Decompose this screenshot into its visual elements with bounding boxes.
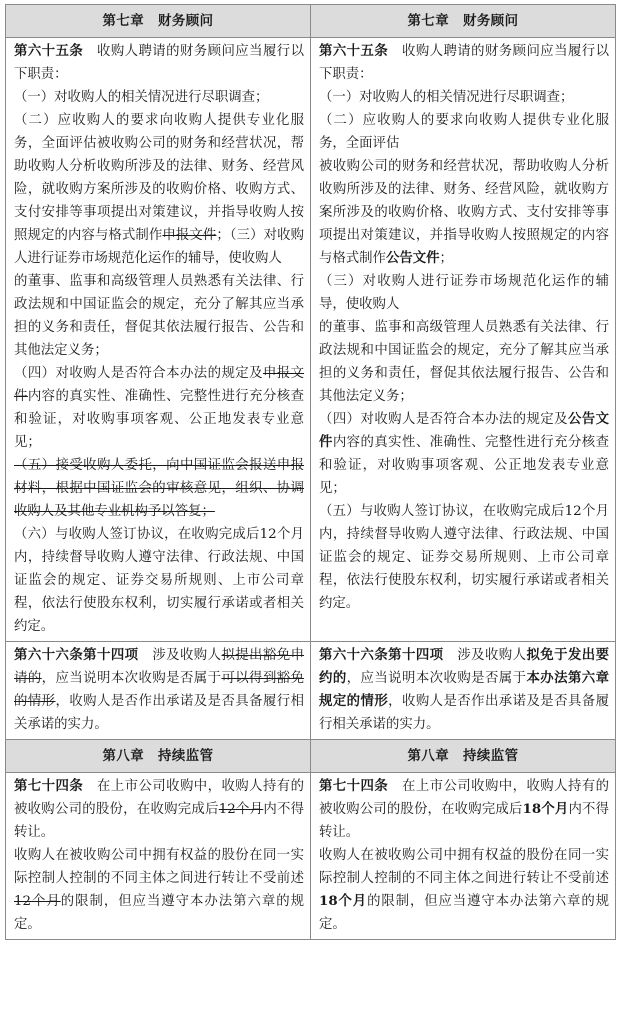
clause-paragraph: [14, 40, 304, 86]
added-text: 拟免于发出要约的: [319, 647, 610, 686]
clause-text: 内不得转让。: [14, 802, 304, 840]
clause-paragraph: [14, 109, 304, 270]
article-number: 第七十四条: [319, 778, 389, 794]
clause-paragraph: [319, 270, 609, 316]
deleted-text: 拟提出豁免申请的: [14, 648, 305, 686]
clause-paragraph: [319, 644, 609, 736]
article-74-new: [311, 773, 616, 940]
clause-paragraph: [14, 454, 304, 523]
clause-text: 在上市公司收购中，收购人持有的被收购公司的股份，在收购完成后: [14, 779, 305, 817]
clause-text: 内容的真实性、准确性、完整性进行充分核查和验证，对收购事项客观、公正地发表专业意见；: [14, 389, 305, 450]
clause-text: （一）对收购人的相关情况进行尽职调查；: [319, 90, 574, 105]
clause-paragraph: [319, 109, 609, 155]
clause-text: 收购人聘请的财务顾问应当履行以下职责：: [319, 44, 610, 82]
chapter-7-title-old: 第七章 财务顾问: [6, 5, 311, 38]
chapter-7-header-row: [6, 5, 616, 38]
article-number: 第六十五条: [14, 43, 84, 59]
clause-text: 收购人在被收购公司中拥有权益的股份在同一实际控制人控制的不同主体之间进行转让不受前述: [14, 848, 304, 886]
clause-text: （二）应收购人的要求向收购人提供专业化服务，全面评估: [319, 113, 609, 151]
clause-paragraph: [319, 316, 609, 408]
clause-text: ；: [439, 251, 453, 266]
clause-paragraph: [14, 270, 304, 362]
clause-text: （三）对收购人进行证券市场规范化运作的辅导，使收购人: [319, 274, 609, 312]
clause-text: 内容的真实性、准确性、完整性进行充分核查和验证，对收购事项客观、公正地发表专业意见；: [319, 435, 610, 496]
deleted-text: （五）接受收购人委托，向中国证监会报送申报材料，根据中国证监会的审核意见，组织、协调收购人及其他专业机构予以答复；: [14, 458, 304, 519]
article-number: 第七十四条: [14, 778, 84, 794]
clause-paragraph: [14, 775, 304, 844]
clause-text: （四）对收购人是否符合本办法的规定及: [14, 366, 263, 381]
deleted-text: 可以得到豁免的情形: [14, 671, 305, 709]
clause-text: （一）对收购人的相关情况进行尽职调查；: [14, 90, 269, 105]
added-text: 公告文件: [319, 411, 610, 450]
clause-text: 的董事、监事和高级管理人员熟悉有关法律、行政法规和中国证监会的规定，充分了解其应当承担的义务和责任，督促其依法履行报告、公告和其他法定义务；: [319, 320, 609, 404]
clause-text: ，收购人是否作出承诺及是否具备履行相关承诺的实力。: [319, 694, 610, 732]
clause-text: （六）与收购人签订协议，在收购完成后12个月内，持续督导收购人遵守法律、行政法规、中国证监会的规定、证券交易所规则、上市公司章程，依法行使股东权利，切实履行承诺或者相关约定。: [14, 527, 304, 634]
clause-text: 被收购公司的财务和经营状况，帮助收购人分析收购所涉及的法律、财务、经营风险，就收购方案所涉及的收购价格、收购方式、支付安排等事项提出对策建议，并指导收购人按照规定的内容与格式制作: [319, 159, 609, 266]
deleted-text: 12个月: [14, 894, 61, 909]
chapter-8-title-old: 第八章 持续监管: [6, 740, 311, 773]
deleted-text: 12个月: [218, 802, 264, 817]
comparison-table: [5, 4, 616, 940]
article-65-old: [6, 38, 311, 642]
article-66-row: [6, 642, 616, 740]
clause-text: ；（三）对收购人进行证券市场规范化运作的辅导，使收购人: [14, 228, 305, 266]
clause-paragraph: [14, 86, 304, 109]
added-text: 公告文件: [385, 250, 440, 266]
clause-text: （四）对收购人是否符合本办法的规定及: [319, 412, 568, 427]
clause-text: ，应当说明本次收购是否属于: [346, 671, 527, 686]
article-65-new: [311, 38, 616, 642]
clause-paragraph: [319, 155, 609, 270]
clause-text: 的限制，但应当遵守本办法第六章的规定。: [14, 894, 304, 932]
clause-paragraph: [14, 523, 304, 638]
clause-paragraph: [319, 86, 609, 109]
clause-paragraph: [319, 775, 609, 844]
clause-paragraph: [14, 844, 304, 936]
clause-text: 在上市公司收购中，收购人持有的被收购公司的股份，在收购完成后: [319, 779, 610, 817]
article-number: 第六十六条第十四项: [14, 647, 139, 663]
clause-paragraph: [319, 844, 609, 936]
clause-paragraph: [14, 644, 304, 736]
clause-text: 涉及收购人: [138, 648, 222, 663]
clause-text: 的限制，但应当遵守本办法第六章的规定。: [319, 894, 609, 932]
clause-text: 收购人聘请的财务顾问应当履行以下职责：: [14, 44, 305, 82]
added-text: 18个月: [522, 801, 569, 817]
clause-paragraph: [14, 362, 304, 454]
clause-text: 内不得转让。: [319, 802, 610, 840]
clause-text: ，收购人是否作出承诺及是否具备履行相关承诺的实力。: [14, 694, 305, 732]
clause-paragraph: [319, 40, 609, 86]
added-text: 本办法第六章规定的情形: [319, 670, 610, 709]
article-74-old: [6, 773, 311, 940]
clause-paragraph: [319, 500, 609, 615]
clause-paragraph: [319, 408, 609, 500]
deleted-text: 申报文件: [14, 366, 305, 404]
chapter-8-title-new: 第八章 持续监管: [311, 740, 616, 773]
article-74-row: [6, 773, 616, 940]
clause-text: （五）与收购人签订协议，在收购完成后12个月内，持续督导收购人遵守法律、行政法规、中国证监会的规定、证券交易所规则、上市公司章程，依法行使股东权利，切实履行承诺或者相关约定。: [319, 504, 609, 611]
chapter-7-title-new: 第七章 财务顾问: [311, 5, 616, 38]
article-number: 第六十六条第十四项: [319, 647, 444, 663]
added-text: 18个月: [319, 893, 368, 909]
clause-text: 的董事、监事和高级管理人员熟悉有关法律、行政法规和中国证监会的规定，充分了解其应当承担的义务和责任，督促其依法履行报告、公告和其他法定义务；: [14, 274, 304, 358]
clause-text: 涉及收购人: [443, 648, 527, 663]
article-number: 第六十五条: [319, 43, 389, 59]
article-65-row: [6, 38, 616, 642]
deleted-text: 申报文件: [162, 228, 217, 243]
article-66-old: [6, 642, 311, 740]
article-66-new: [311, 642, 616, 740]
clause-text: （二）应收购人的要求向收购人提供专业化服务，全面评估被收购公司的财务和经营状况，帮助收购人分析收购所涉及的法律、财务、经营风险，就收购方案所涉及的收购价格、收购方式、支付安排等事项提出对策建议，并指导收购人按照规定的内容与格式制作: [14, 113, 304, 243]
clause-text: ，应当说明本次收购是否属于: [41, 671, 222, 686]
clause-text: 收购人在被收购公司中拥有权益的股份在同一实际控制人控制的不同主体之间进行转让不受前述: [319, 848, 609, 886]
chapter-8-header-row: [6, 740, 616, 773]
